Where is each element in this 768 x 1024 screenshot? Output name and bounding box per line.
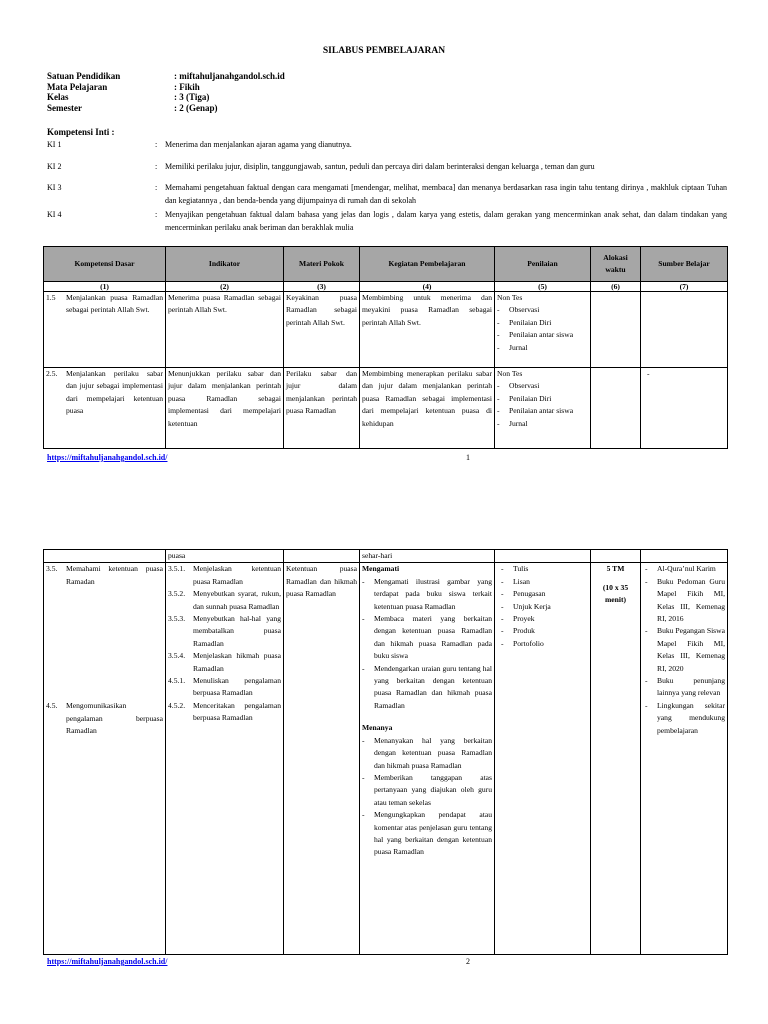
table-row: puasa sehar-hari [44, 550, 728, 563]
website-link[interactable]: https://miftahuljanahgandol.sch.id/ [47, 957, 168, 966]
column-header: Sumber Belajar [641, 247, 728, 282]
column-header: Kegiatan Pembelajaran [360, 247, 495, 282]
assessment-list: - Observasi - Penilaian Diri - Penilaian antar siswa - Jurnal [497, 380, 588, 430]
activity-list: - Mengamati ilustrasi gambar yang terdapat pada buku siswa terkait ketentuan puasa Ramadlan - Membaca materi yang berkaitan dengan ketentuan puasa Ramadlan dan hikmah puasa Ramadlan pada buku siswa - Mendengarkan uraian guru tentang hal yang berkaitan dengan ketentuan puasa Ramadlan dan hikmah puasa Ramadlan [362, 576, 492, 712]
assessment-list: - Observasi - Penilaian Diri - Penilaian antar siswa - Jurnal [497, 304, 588, 354]
time-allocation-detail: (10 x 35 menit) [602, 582, 629, 605]
column-header: Penilaian [495, 247, 591, 282]
column-header: Kompetensi Dasar [44, 247, 166, 282]
meta-row: Kelas : 3 (Tiga) [47, 92, 210, 102]
page-title: SILABUS PEMBELAJARAN [322, 46, 446, 56]
column-header: Alokasi waktu [591, 247, 641, 282]
page-number: 2 [466, 957, 470, 966]
footer-link[interactable] [47, 957, 167, 966]
table-header-row [44, 247, 728, 282]
website-link[interactable]: https://miftahuljanahgandol.sch.id/ [47, 453, 168, 462]
ki-heading: Kompetensi Inti : [47, 127, 115, 137]
document-page-2 [0, 545, 768, 1024]
page-number: 1 [466, 453, 470, 462]
table-row: 1.5 Menjalankan puasa Ramadlan sebagai perintah Allah Swt. Menerima puasa Ramadlan sebagai perintah Allah Swt. Keyakinan puasa Ramadlan sebagai perintah Allah Swt. Membimbing untuk menerima dan meyakini puasa Ramadlan sebagai perintah Allah Swt. Non Tes - Observasi - Penilaian Diri - Penilaian antar siswa - Jurnal [44, 292, 728, 368]
syllabus-table-page-2 [43, 549, 728, 955]
column-header: Indikator [166, 247, 284, 282]
footer-link[interactable] [47, 453, 167, 462]
assessment-list: - Tulis - Lisan - Penugasan - Unjuk Kerja - Proyek - Produk - Portofolio [497, 563, 588, 650]
activity-heading: Mengamati [362, 564, 400, 574]
activity-list: - Menanyakan hal yang berkaitan dengan ketentuan puasa Ramadlan dan hikmah puasa Ramadlan - Memberikan tanggapan atas pertanyaan yang diajukan oleh guru atau teman sekelas - Mengungkapkan pendapat atau komentar atas penjelasan guru tentang hal yang berkaitan dengan ketentuan puasa Ramadlan [362, 735, 492, 859]
table-row: 2.5. Menjalankan perilaku sabar dan jujur sebagai implementasi dari mempelajari ketentuan puasa Menunjukkan perilaku sabar dan jujur dalam menjalankan perintah puasa Ramadlan sebagai implementasi dari mempelajari ketentuan Perilaku sabar dan jujur dalam menjalankan perintah puasa Ramadlan Membimbing menerapkan perilaku sabar dan jujur dalam menjalankan perintah puasa Ramadlan sebagai implementasi dari mempelajari ketentuan puasa di kehidupan Non Tes - Observasi - Penilaian Diri - Penilaian antar siswa - Jurnal - [44, 368, 728, 449]
meta-row: Semester : 2 (Genap) [47, 102, 218, 113]
indicator-list: 3.5.1. Menjelaskan ketentuan puasa Ramadlan 3.5.2. Menyebutkan syarat, rukun, dan sunnah puasa Ramadlan 3.5.3. Menyebutkan hal-hal yang membatalkan puasa Ramadlan 3.5.4. Menjelaskan hikmah puasa Ramadlan 4.5.1. Menuliskan pengalaman berpuasa Ramadlan 4.5.2. Menceritakan pengalaman berpuasa Ramadlan [168, 564, 281, 723]
meta-block [47, 71, 285, 113]
column-header: Materi Pokok [284, 247, 360, 282]
activity-heading: Menanya [362, 723, 393, 733]
meta-row: Mata Pelajaran : Fikih [47, 81, 200, 92]
meta-row: Satuan Pendidikan : miftahuljanahgandol.sch.id [47, 71, 285, 81]
source-list: - Al-Qura’nul Karim - Buku Pedoman Guru Mapel Fikih MI, Kelas III, Kemenag RI, 2016 - Buku Pegangan Siswa Mapel Fikih MI, Kelas III, Kemenag RI, 2020 - Buku penunjang lainnya yang relevan - Lingkungan sekitar yang mendukung pembelajaran [643, 563, 725, 737]
syllabus-table-page-1 [43, 246, 728, 449]
table-row: 3.5. Memahami ketentuan puasa Ramadan 4.5. Mengomunikasikan pengalaman berpuasa Ramadlan 3.5.1. Menjelaskan ketentuan puasa Ramadlan 3.5.2. Menyebutkan syarat, rukun, dan sunnah puasa Ramadlan 3.5.3. Menyebutkan hal-hal yang membatalkan puasa Ramadlan 3.5.4. Menjelaskan hikmah puasa Ramadlan 4.5.1. Menuliskan pengalaman berpuasa Ramadlan 4.5.2. Menceritakan pengalaman berpuasa Ramadlan Ketentuan puasa Ramadlan dan hikmah puasa Ramadlan Mengamati - Mengamati ilustrasi gambar yang terdapat pada buku siswa terkait ketentuan puasa Ramadlan - Membaca materi yang berkaitan dengan ketentuan puasa Ramadlan dan hikmah puasa Ramadlan pada buku siswa - Mendengarkan uraian guru tentang hal yang berkaitan dengan ketentuan puasa Ramadlan dan hikmah puasa Ramadlan Menanya - Menanyakan hal yang berkaitan dengan ketentuan puasa Ramadlan dan hikmah puasa Ramadlan - Memberikan tanggapan atas pertanyaan yang diajukan oleh guru atau teman sekelas - Mengungkapkan pendapat atau komentar atas penjelasan guru tentang hal yang berkaitan dengan ketentuan puasa Ramadlan - Tulis - Lisan - Penugasan - Unjuk Kerja - Proyek - Produk - Portofolio 5 TM (10 x 35 menit) - Al-Qura’nul Karim - Buku Pedoman Guru Mapel Fikih MI, Kelas III, Kemenag RI, 2016 - Buku Pegangan Siswa Mapel Fikih MI, Kelas III, Kemenag RI, 2020 - Buku penunjang lainnya yang relevan - Lingkungan sekitar yang mendukung pembelajaran [44, 563, 728, 955]
table-number-row: (1) (2) (3) (4) (5) (6) (7) [44, 282, 728, 292]
time-allocation: 5 TM [606, 564, 625, 574]
document-page-1: SILABUS PEMBELAJARAN Satuan Pendidikan : miftahuljanahgandol.sch.id Mata Pelajaran : Fikih Kelas : 3 (Tiga) Semester : 2 (Genap) Kompetensi Inti : KI 1 : Menerima dan menjalankan ajaran agama yang dianutnya. KI 2 : Memiliki perilaku jujur, disiplin, tanggungjawab, santun, peduli dan percaya diri dalam berinteraksi dengan keluarga , teman dan guru KI 3 : Memahami pengetahuan faktual dengan cara mengamati [mendengar, melihat, membaca] dan menanya berdasarkan rasa ingin tahu tentang dirinya , makhluk ciptaan Tuhan dan kegiatannya , dan benda-benda yang dijumpainya di rumah dan di sekolah KI 4 : Menyajikan pengetahuan faktual dalam bahasa yang jelas dan logis , dalam karya yang estetis, dalam gerakan yang mencerminkan anak sehat, dan dalam tindakan yang mencerminkan perilaku anak beriman dan berakhlak mulia Kompetensi Dasar Indikator Materi Pokok Kegiatan Pembelajaran Penilaian Alokasi waktu Sumber Belajar (1) (2) (3) (4) (5) (6) (7) 1.5 Menjalankan puasa Ramadlan sebagai perintah Allah Swt. Menerima puasa Ramadlan sebagai perintah Allah Swt. Keyakinan puasa Ramadlan sebagai perintah Allah Swt. Membimbing untuk menerima dan meyakini puasa Ramadlan sebagai perintah Allah Swt. Non Tes - Observasi - Penilaian Diri - Penilaian antar siswa - Jurnal 2.5. Menjalankan perilaku sabar dan jujur sebagai implementasi dari mempelajari ketentuan puasa Menunjukkan perilaku sabar dan jujur dalam menjalankan perintah puasa Ramadlan sebagai implementasi dari mempelajari ketentuan Perilaku sabar dan jujur dalam menjalankan perintah puasa Ramadlan Membimbing menerapkan perilaku sabar dan jujur dalam menjalankan perintah puasa Ramadlan sebagai implementasi dari mempelajari ketentuan puasa di kehidupan Non Tes - Observasi - Penilaian Diri - Penilaian antar siswa - Jurnal - https://miftahuljanahgandol.sch.id/ 1 [0, 0, 768, 470]
